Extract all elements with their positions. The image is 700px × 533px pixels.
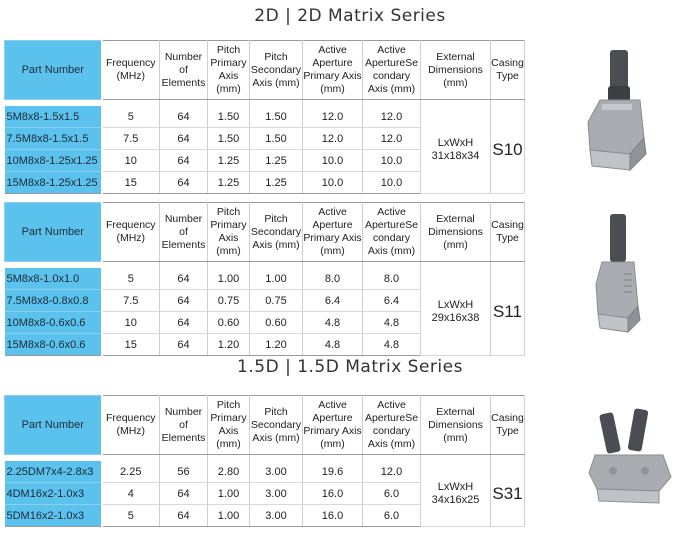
cell-elements: 56 (160, 461, 208, 483)
header-aperture-primary: Active Aperture Primary Axis (mm) (303, 41, 363, 100)
cell-aperture-primary: 8.0 (303, 268, 363, 290)
cell-frequency: 10 (102, 312, 160, 334)
cell-aperture-primary: 16.0 (303, 483, 363, 505)
table-row (5, 268, 525, 290)
cell-frequency: 2.25 (102, 461, 160, 483)
cell-pitch-primary: 0.75 (208, 290, 250, 312)
cell-part-number: 10M8x8-1.25x1.25 (5, 150, 102, 172)
cell-dimensions: LxWxH 34x16x25 (421, 461, 491, 527)
cell-frequency: 10 (102, 150, 160, 172)
cell-elements: 64 (160, 334, 208, 356)
cell-dimensions: LxWxH 29x16x38 (421, 268, 491, 356)
header-aperture-primary: Active Aperture Primary Axis (mm) (303, 396, 363, 455)
cell-aperture-secondary: 12.0 (363, 461, 421, 483)
cell-aperture-secondary: 4.8 (363, 334, 421, 356)
cell-aperture-secondary: 6.4 (363, 290, 421, 312)
cell-aperture-primary: 16.0 (303, 505, 363, 527)
header-aperture-secondary: Active ApertureSe condary Axis (mm) (363, 396, 421, 455)
header-casing: Casing Type (491, 203, 525, 262)
cell-casing-type: S10 (491, 106, 525, 194)
cell-aperture-primary: 12.0 (303, 106, 363, 128)
cell-pitch-secondary: 1.50 (250, 106, 303, 128)
cell-pitch-primary: 1.25 (208, 150, 250, 172)
cell-pitch-secondary: 3.00 (250, 505, 303, 527)
cell-part-number: 5M8x8-1.0x1.0 (5, 268, 102, 290)
header-dimensions: External Dimensions (mm) (421, 41, 491, 100)
cell-casing-type: S31 (491, 461, 525, 527)
cell-part-number: 5M8x8-1.5x1.5 (5, 106, 102, 128)
cell-aperture-secondary: 6.0 (363, 505, 421, 527)
cell-dimensions: LxWxH 31x18x34 (421, 106, 491, 194)
cell-part-number: 10M8x8-0.6x0.6 (5, 312, 102, 334)
s11-probe-casing-image (572, 210, 672, 340)
header-part-number: Part Number (5, 41, 102, 100)
cell-part-number: 7.5M8x8-1.5x1.5 (5, 128, 102, 150)
header-pitch-primary: Pitch Primary Axis (mm) (208, 203, 250, 262)
cell-frequency: 15 (102, 334, 160, 356)
cell-part-number: 5DM16x2-1.0x3 (5, 505, 102, 527)
table-row (5, 106, 525, 128)
cell-aperture-secondary: 12.0 (363, 106, 421, 128)
cell-pitch-primary: 1.25 (208, 172, 250, 194)
cell-elements: 64 (160, 312, 208, 334)
cell-frequency: 5 (102, 268, 160, 290)
cell-frequency: 5 (102, 106, 160, 128)
cell-part-number: 15M8x8-1.25x1.25 (5, 172, 102, 194)
cell-aperture-primary: 10.0 (303, 172, 363, 194)
header-aperture-secondary: Active ApertureSe condary Axis (mm) (363, 203, 421, 262)
cell-pitch-primary: 1.00 (208, 505, 250, 527)
cell-pitch-secondary: 0.75 (250, 290, 303, 312)
header-dimensions: External Dimensions (mm) (421, 396, 491, 455)
header-part-number: Part Number (5, 203, 102, 262)
header-casing: Casing Type (491, 396, 525, 455)
series-title-2d: 2D | 2D Matrix Series (254, 6, 446, 26)
cell-elements: 64 (160, 505, 208, 527)
header-pitch-primary: Pitch Primary Axis (mm) (208, 41, 250, 100)
cell-frequency: 5 (102, 505, 160, 527)
cell-frequency: 15 (102, 172, 160, 194)
cell-pitch-primary: 1.50 (208, 128, 250, 150)
cell-elements: 64 (160, 268, 208, 290)
cell-frequency: 7.5 (102, 128, 160, 150)
cell-pitch-secondary: 1.25 (250, 172, 303, 194)
spec-table-s10 (4, 40, 524, 194)
header-elements: Number of Elements (160, 41, 208, 100)
cell-elements: 64 (160, 128, 208, 150)
header-pitch-secondary: Pitch Secondary Axis (mm) (250, 203, 303, 262)
header-row (5, 396, 525, 455)
cell-pitch-secondary: 1.25 (250, 150, 303, 172)
cell-frequency: 4 (102, 483, 160, 505)
cell-elements: 64 (160, 150, 208, 172)
cell-pitch-primary: 1.20 (208, 334, 250, 356)
cell-aperture-secondary: 6.0 (363, 483, 421, 505)
header-pitch-secondary: Pitch Secondary Axis (mm) (250, 396, 303, 455)
cell-elements: 64 (160, 290, 208, 312)
cell-aperture-primary: 4.8 (303, 312, 363, 334)
spec-table-s11 (4, 202, 524, 356)
cell-elements: 64 (160, 483, 208, 505)
cell-pitch-primary: 1.50 (208, 106, 250, 128)
cell-part-number: 2.25DM7x4-2.8x3 (5, 461, 102, 483)
header-aperture-secondary: Active ApertureSe condary Axis (mm) (363, 41, 421, 100)
table-row (5, 461, 525, 483)
cell-pitch-secondary: 0.60 (250, 312, 303, 334)
spec-table-s31 (4, 395, 524, 527)
cell-pitch-secondary: 1.50 (250, 128, 303, 150)
cell-aperture-primary: 12.0 (303, 128, 363, 150)
cell-pitch-secondary: 3.00 (250, 461, 303, 483)
cell-aperture-primary: 10.0 (303, 150, 363, 172)
cell-pitch-primary: 0.60 (208, 312, 250, 334)
header-part-number: Part Number (5, 396, 102, 455)
s10-probe-casing-image (560, 42, 680, 182)
header-dimensions: External Dimensions (mm) (421, 203, 491, 262)
header-row (5, 203, 525, 262)
header-frequency: Frequency (MHz) (102, 41, 160, 100)
cell-part-number: 4DM16x2-1.0x3 (5, 483, 102, 505)
header-pitch-primary: Pitch Primary Axis (mm) (208, 396, 250, 455)
cell-pitch-primary: 2.80 (208, 461, 250, 483)
header-row (5, 41, 525, 100)
cell-pitch-secondary: 3.00 (250, 483, 303, 505)
cell-pitch-secondary: 1.00 (250, 268, 303, 290)
cell-aperture-secondary: 4.8 (363, 312, 421, 334)
cell-elements: 64 (160, 106, 208, 128)
cell-pitch-primary: 1.00 (208, 483, 250, 505)
series-title-1-5d: 1.5D | 1.5D Matrix Series (237, 357, 463, 377)
cell-aperture-secondary: 10.0 (363, 172, 421, 194)
header-frequency: Frequency (MHz) (102, 396, 160, 455)
cell-aperture-primary: 4.8 (303, 334, 363, 356)
header-pitch-secondary: Pitch Secondary Axis (mm) (250, 41, 303, 100)
cell-pitch-secondary: 1.20 (250, 334, 303, 356)
header-elements: Number of Elements (160, 396, 208, 455)
cell-aperture-secondary: 12.0 (363, 128, 421, 150)
cell-aperture-secondary: 8.0 (363, 268, 421, 290)
header-aperture-primary: Active Aperture Primary Axis (mm) (303, 203, 363, 262)
header-frequency: Frequency (MHz) (102, 203, 160, 262)
cell-elements: 64 (160, 172, 208, 194)
cell-part-number: 7.5M8x8-0.8x0.8 (5, 290, 102, 312)
header-elements: Number of Elements (160, 203, 208, 262)
s31-dual-probe-casing-image (575, 405, 685, 515)
header-casing: Casing Type (491, 41, 525, 100)
cell-aperture-secondary: 10.0 (363, 150, 421, 172)
cell-aperture-primary: 6.4 (303, 290, 363, 312)
cell-part-number: 15M8x8-0.6x0.6 (5, 334, 102, 356)
cell-casing-type: S11 (491, 268, 525, 356)
cell-pitch-primary: 1.00 (208, 268, 250, 290)
cell-frequency: 7.5 (102, 290, 160, 312)
cell-aperture-primary: 19.6 (303, 461, 363, 483)
